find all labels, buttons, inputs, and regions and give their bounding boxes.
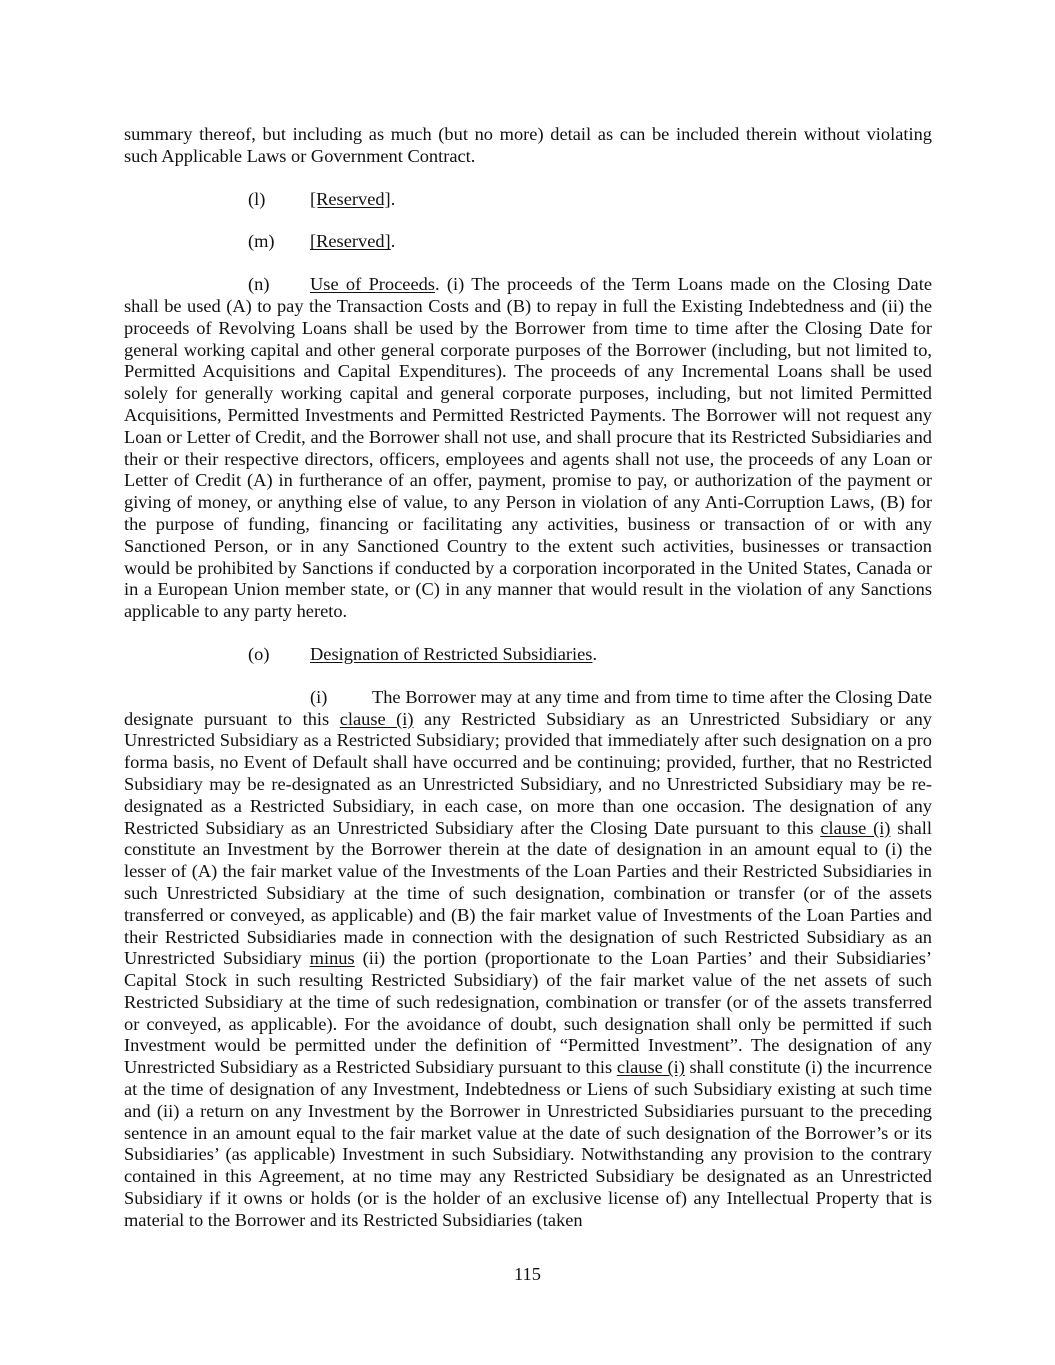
section-m-title: [Reserved] [310,231,391,252]
section-n-body: . (i) The proceeds of the Term Loans made on the Closing Date shall be used (A) to pay the Transaction Costs and (B) to repay in full the Existing Indebtedness and (ii) the proceeds of Revolving Loans shall be used by the Borrower from time to time after the Closing Date for general working capital and other general corporate purposes of the Borrower (including, but not limited to, Permitted Acquisitions and Capital Expenditures). The proceeds of any Incremental Loans shall be used solely for generally working capital and general corporate purposes, including, but not limited Permitted Acquisitions, Permitted Investments and Permitted Restricted Payments. The Borrower will not request any Loan or Letter of Credit, and the Borrower shall not use, and shall procure that its Restricted Subsidiaries and their or their respective directors, officers, employees and agents shall not use, the proceeds of any Loan or Letter of Credit (A) in furtherance of an offer, payment, promise to pay, or authorization of the payment or giving of money, or anything else of value, to any Person in violation of any Anti-Corruption Laws, (B) for the purpose of funding, financing or facilitating any activities, business or transaction of or with any Sanctioned Person, or in any Sanctioned Country to the extent such activities, businesses or transaction would be prohibited by Sanctions if conducted by a corporation incorporated in the United States, Canada or in a European Union member state, or (C) in any manner that would result in the violation of any Sanctions applicable to any party hereto. [124,274,932,622]
subsection-i-label: (i) [310,686,328,707]
clause-ref: clause (i) [339,708,414,729]
section-m: (m) [Reserved]. [248,231,396,252]
minus-term: minus [309,948,355,969]
intro-paragraph: summary thereof, but including as much (but no more) detail as can be included therein without violating such Applicable Laws or Government Contract. [124,124,932,166]
section-n [124,274,932,623]
section-l-label: (l) [248,188,266,209]
section-l: (l) [Reserved]. [248,188,396,209]
section-o-label: (o) [248,643,270,664]
clause-ref: clause (i) [820,817,891,838]
document-page [124,124,932,1232]
section-m-label: (m) [248,231,275,252]
section-n-title: Use of Proceeds [310,274,435,295]
page-number: 115 [514,1264,541,1284]
clause-ref: clause (i) [616,1057,685,1078]
subsection-i: (i) The Borrower may at any time and from time to time after the Closing Date designate pursuant to this clause (i) any Restricted Subsidiary as an Unrestricted Subsidiary or any Unrestricted Subsidiary as a Restricted Subsidiary; provided that immediately after such designation on a pro forma basis, no Event of Default shall have occurred and be continuing; provided, further, that no Restricted Subsidiary may be re-designated as an Unrestricted Subsidiary, and no Unrestricted Subsidiary may be re-designated as a Restricted Subsidiary, in each case, on more than one occasion. The designation of any Restricted Subsidiary as an Unrestricted Subsidiary after the Closing Date pursuant to this clause (i) shall constitute an Investment by the Borrower therein at the date of designation in an amount equal to (i) the lesser of (A) the fair market value of the Investments of the Loan Parties and their Restricted Subsidiaries in such Unrestricted Subsidiary at the time of such designation, combination or transfer (or of the assets transferred or conveyed, as applicable) and (B) the fair market value of Investments of the Loan Parties and their Restricted Subsidiaries made in connection with the designation of such Restricted Subsidiary as an Unrestricted Subsidiary minus (ii) the portion (proportionate to the Loan Parties’ and their Subsidiaries’ Capital Stock in such resulting Restricted Subsidiary) of the fair market value of the net assets of such Restricted Subsidiary at the time of such redesignation, combination or transfer (or of the assets transferred or conveyed, as applicable). For the avoidance of doubt, such designation shall only be permitted if such Investment would be permitted under the definition of “Permitted Investment”. The designation of any Unrestricted Subsidiary as a Restricted Subsidiary pursuant to this clause (i) shall constitute (i) the incurrence at the time of designation of any Investment, Indebtedness or Liens of such Subsidiary existing at such time and (ii) a return on any Investment by the Borrower in Unrestricted Subsidiaries pursuant to the preceding sentence in an amount equal to the fair market value at the date of such designation of the Borrower’s or its Subsidiaries’ (as applicable) Investment in such Subsidiary. Notwithstanding any provision to the contrary contained in this Agreement, at no time may any Restricted Subsidiary be designated as an Unrestricted Subsidiary if it owns or holds (or is the holder of an exclusive license of) any Intellectual Property that is material to the Borrower and its Restricted Subsidiaries (taken [124,686,933,1230]
section-n-label: (n) [248,274,270,295]
section-o: (o) Designation of Restricted Subsidiaries. [248,643,598,664]
section-o-title: Designation of Restricted Subsidiaries [310,643,593,664]
section-l-title: [Reserved] [310,188,391,209]
